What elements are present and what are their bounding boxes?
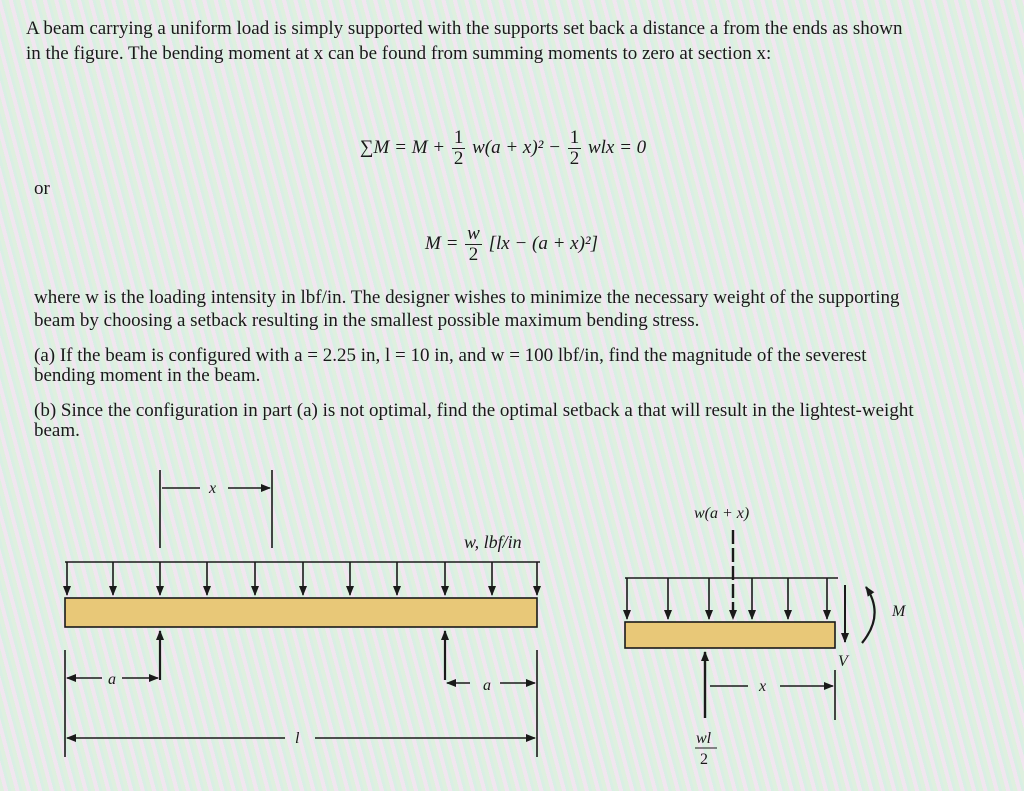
left-beam <box>65 598 537 627</box>
right-load-label: w(a + x) <box>694 505 750 522</box>
moment-label: M <box>892 603 906 620</box>
eq1-lhs: ∑M = M + <box>360 136 446 158</box>
eq1-mid: w(a + x)² − <box>472 136 561 158</box>
part-b-line-2: beam. <box>34 420 80 441</box>
left-load-label: w, lbf/in <box>464 532 522 552</box>
left-beam-figure <box>65 470 540 757</box>
or-label: or <box>34 178 50 199</box>
l-label: l <box>295 730 300 747</box>
eq1-frac2-num: 1 <box>569 127 580 148</box>
eq2-rhs: [lx − (a + x)²] <box>488 232 599 254</box>
left-x-label: x <box>209 480 217 497</box>
para-line-1: where w is the loading intensity in lbf/in. The designer wishes to minimize the necessary weight of the supporting <box>34 287 900 308</box>
reaction-num: wl <box>696 730 712 747</box>
left-a-label: a <box>108 671 116 688</box>
part-b-line-1: (b) Since the configuration in part (a) is not optimal, find the optimal setback a that will result in the lightest-weight <box>34 400 914 421</box>
eq2-lhs: M = <box>425 232 459 254</box>
part-a-line-2: bending moment in the beam. <box>34 365 261 386</box>
reaction-den: 2 <box>700 751 708 768</box>
right-a-label: a <box>483 677 491 694</box>
eq2-frac-den: 2 <box>468 244 479 265</box>
para-line-2: beam by choosing a setback resulting in the smallest possible maximum bending stress. <box>34 310 700 331</box>
eq1-frac1-num: 1 <box>453 127 464 148</box>
eq1-frac2-den: 2 <box>569 148 580 169</box>
eq2-frac-num: w <box>467 223 480 244</box>
intro-line-1: A beam carrying a uniform load is simply supported with the supports set back a distance a from the ends as shown <box>26 18 903 39</box>
moment-arrow <box>862 587 875 643</box>
right-beam-figure <box>625 530 875 720</box>
eq1-end: wlx = 0 <box>587 136 647 158</box>
part-a-line-1: (a) If the beam is configured with a = 2.25 in, l = 10 in, and w = 100 lbf/in, find the magnitude of the severest <box>34 345 867 366</box>
eq1-frac1-den: 2 <box>453 148 464 169</box>
shear-label: V <box>838 653 848 670</box>
intro-line-2: in the figure. The bending moment at x can be found from summing moments to zero at section x: <box>26 43 772 64</box>
right-beam <box>625 622 835 648</box>
right-x-label: x <box>759 678 767 695</box>
